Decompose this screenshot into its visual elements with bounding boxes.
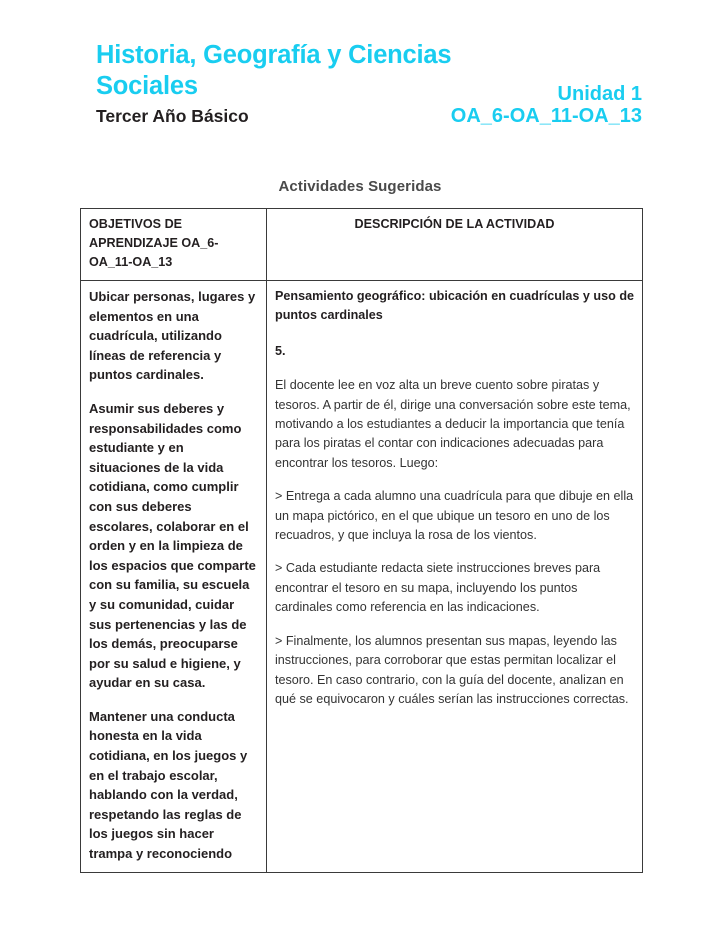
column-header-description: DESCRIPCIÓN DE LA ACTIVIDAD bbox=[267, 209, 643, 281]
activity-step-number: 5. bbox=[275, 343, 286, 358]
objectives-cell bbox=[81, 281, 267, 873]
activity-lead-title: Pensamiento geográfico: ubicación en cuadrículas y uso de puntos cardinales bbox=[275, 289, 635, 323]
grade-level-label: Tercer Año Básico bbox=[96, 106, 249, 126]
subject-title: Historia, Geografía y Ciencias Sociales bbox=[96, 41, 452, 100]
unit-label: Unidad 1 bbox=[557, 83, 642, 105]
table-row bbox=[81, 281, 643, 873]
objective-paragraph: Asumir sus deberes y responsabilidades como estudiante y en situaciones de la vida cotidiana, como cumplir con sus deberes escolares, colaborar en el orden y en la limpieza de los espacios que comparte con su familia, su escuela y su comunidad, cuidar sus pertenencias y las de los demás, preocuparse por su salud e higiene, y ayudar en su casa. bbox=[89, 400, 256, 691]
header-row-secondary bbox=[96, 104, 642, 130]
objective-paragraph: Ubicar personas, lugares y elementos en una cuadrícula, utilizando líneas de referencia y puntos cardinales. bbox=[89, 289, 256, 383]
learning-objective-codes: OA_6-OA_11-OA_13 bbox=[450, 105, 642, 127]
activity-bullet: > Cada estudiante redacta siete instrucciones breves para encontrar el tesoro en su mapa, incluyendo los puntos cardinales como referencia en las indicaciones. bbox=[275, 561, 601, 615]
header-row-primary bbox=[96, 40, 642, 105]
objective-paragraph: Mantener una conducta honesta en la vida cotidiana, en los juegos y en el trabajo escolar, hablando con la verdad, respetando las reglas de los juegos sin hacer trampa y reconociendo bbox=[89, 708, 248, 862]
suggested-activities-table bbox=[80, 208, 643, 873]
description-cell bbox=[267, 281, 643, 873]
table-header-row bbox=[81, 209, 643, 281]
activity-paragraph: El docente lee en voz alta un breve cuento sobre piratas y tesoros. A partir de él, dirige una conversación sobre este tema, motivando a los estudiantes a deducir la importancia que tenía para los piratas el contar con indicaciones adecuadas para encontrar los tesoros. Luego: bbox=[275, 378, 631, 470]
activity-bullet: > Finalmente, los alumnos presentan sus mapas, leyendo las instrucciones, para corroborar que estas permitan localizar el tesoro. En caso contrario, con la guía del docente, analizan en qué se equivocaron y cuáles serían las instrucciones correctas. bbox=[275, 633, 629, 706]
activity-bullet: > Entrega a cada alumno una cuadrícula para que dibuje en ella un mapa pictórico, en el que ubique un tesoro en uno de los recuadros, y que incluya la rosa de los vientos. bbox=[275, 489, 634, 543]
column-header-objectives: OBJETIVOS DE APRENDIZAJE OA_6-OA_11-OA_13 bbox=[81, 209, 267, 281]
section-title: Actividades Sugeridas bbox=[278, 178, 442, 195]
document-header bbox=[96, 40, 642, 130]
